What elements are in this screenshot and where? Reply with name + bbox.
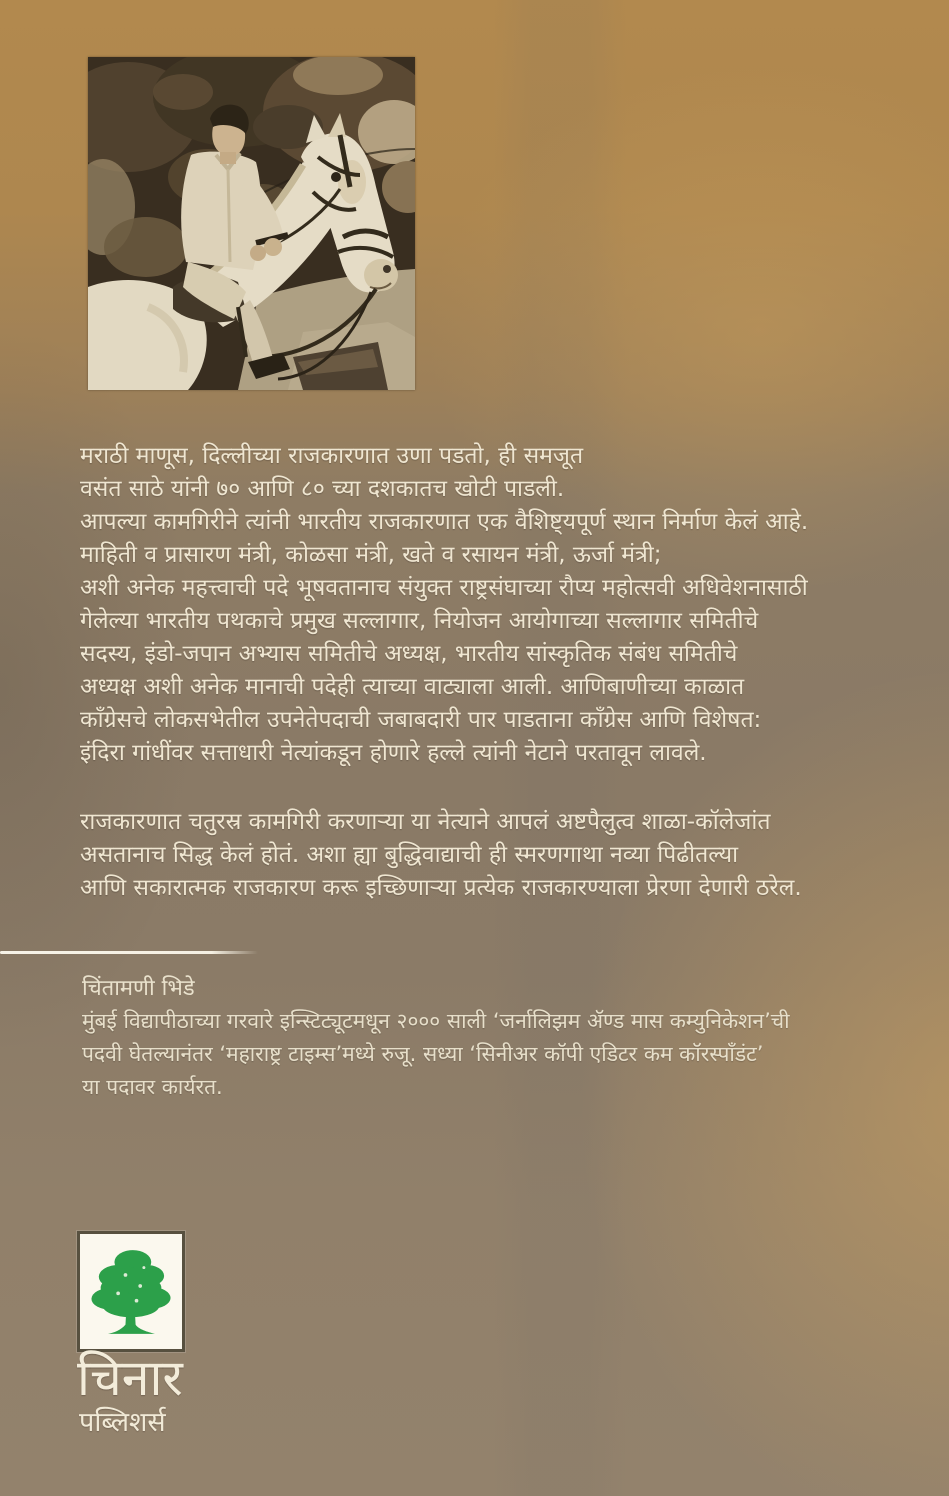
- chinar-tree-icon: [85, 1239, 177, 1344]
- bio-line: मुंबई विद्यापीठाच्या गरवारे इन्स्टिट्यूटमधून २००० साली ‘जर्नालिझम ॲण्ड मास कम्युनिकेशन’ची: [82, 1009, 790, 1033]
- bio-line: पदवी घेतल्यानंतर ‘महाराष्ट्र टाइम्स’मध्ये रुजू. सध्या ‘सिनीअर कॉपी एडिटर कम कॉरस्पाँडंट’: [82, 1042, 764, 1066]
- author-bio: [82, 972, 790, 1104]
- synopsis-line: मराठी माणूस, दिल्लीच्या राजकारणात उणा पडतो, ही समजूत: [80, 443, 584, 469]
- synopsis-line: वसंत साठे यांनी ७० आणि ८० च्या दशकातच खोटी पाडली.: [80, 476, 565, 502]
- author-bio-text: [82, 1005, 790, 1104]
- bio-line: या पदावर कार्यरत.: [82, 1075, 223, 1099]
- synopsis-line: गेलेल्या भारतीय पथकाचे प्रमुख सल्लागार, नियोजन आयोगाच्या सल्लागार समितीचे: [80, 608, 759, 634]
- synopsis-paragraph-1: [80, 440, 808, 770]
- synopsis-line: आणि सकारात्मक राजकारण करू इच्छिणाऱ्या प्रत्येक राजकारण्याला प्रेरणा देणारी ठरेल.: [80, 875, 802, 901]
- synopsis-line: काँग्रेसचे लोकसभेतील उपनेतेपदाची जबाबदारी पार पाडताना काँग्रेस आणि विशेषत:: [80, 707, 762, 733]
- author-name: चिंतामणी भिडे: [82, 976, 195, 1001]
- publisher-subtitle: पब्लिशर्स: [79, 1407, 166, 1438]
- author-photo: [88, 57, 415, 390]
- divider-line: [0, 951, 258, 954]
- publisher-name: चिनार: [77, 1349, 183, 1407]
- synopsis-line: माहिती व प्रासारण मंत्री, कोळसा मंत्री, खते व रसायन मंत्री, ऊर्जा मंत्री;: [80, 542, 662, 568]
- synopsis-line: आपल्या कामगिरीने त्यांनी भारतीय राजकारणात एक वैशिष्ट्यपूर्ण स्थान निर्माण केलं आहे.: [80, 509, 809, 535]
- synopsis-line: सदस्य, इंडो-जपान अभ्यास समितीचे अध्यक्ष, भारतीय सांस्कृतिक संबंध समितीचे: [80, 641, 738, 667]
- man-on-white-horse-photo: [88, 57, 415, 390]
- synopsis-paragraph-2: [80, 806, 802, 905]
- synopsis-line: इंदिरा गांधींवर सत्ताधारी नेत्यांकडून होणारे हल्ले त्यांनी नेटाने परतावून लावले.: [80, 740, 707, 766]
- synopsis-line: असतानाच सिद्ध केलं होतं. अशा ह्या बुद्धिवाद्याची ही स्मरणगाथा नव्या पिढीतल्या: [80, 842, 739, 868]
- synopsis-line: राजकारणात चतुरस्र कामगिरी करणाऱ्या या नेत्याने आपलं अष्टपैलुत्व शाळा-कॉलेजांत: [80, 809, 771, 835]
- publisher-logo: [77, 1231, 185, 1352]
- synopsis-line: अध्यक्ष अशी अनेक मानाची पदेही त्याच्या वाट्याला आली. आणिबाणीच्या काळात: [80, 674, 745, 700]
- synopsis-line: अशी अनेक महत्त्वाची पदे भूषवतानाच संयुक्त राष्ट्रसंघाच्या रौप्य महोत्सवी अधिवेशनासाठी: [80, 575, 808, 601]
